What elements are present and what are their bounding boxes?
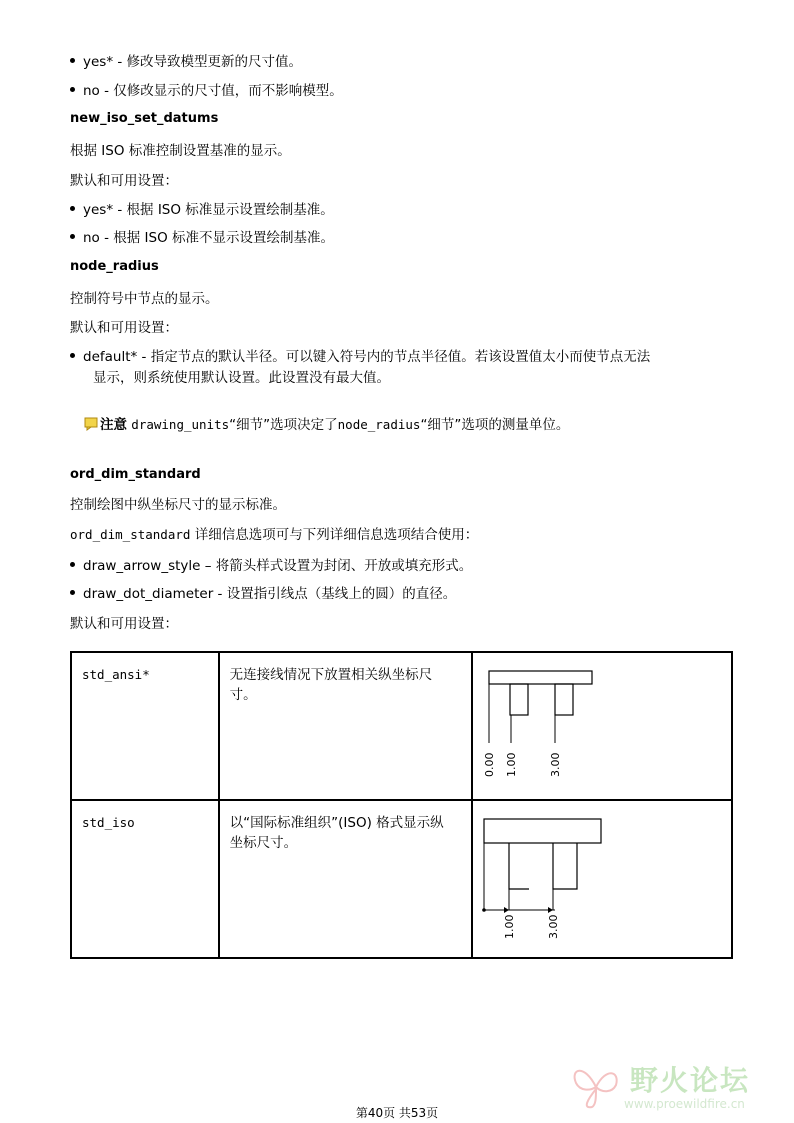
ordinate-label: 0.00 <box>483 752 496 777</box>
figure-step-rect <box>555 684 573 715</box>
defaults-label: 默认和可用设置： <box>70 616 178 632</box>
bullet-item: no - 根据 ISO 标准不显示设置绘制基准。 <box>70 226 334 246</box>
ordinate-label: 3.00 <box>549 752 562 777</box>
table-row <box>71 800 732 958</box>
detail-text: 详细信息选项可与下列详细信息选项结合使用： <box>194 527 479 543</box>
figure-step-outline <box>553 843 577 889</box>
table-row <box>71 652 732 800</box>
bullet-dot <box>70 87 75 92</box>
note-text: “细节”选项决定了 <box>229 417 338 433</box>
ordinate-label: 1.00 <box>505 752 518 777</box>
bullet-dot <box>70 353 75 358</box>
bullet-dot <box>70 234 75 239</box>
bullet-item: no - 仅修改显示的尺寸值，而不影响模型。 <box>70 79 343 99</box>
detail-line <box>70 523 478 543</box>
bullet-item: yes* - 修改导致模型更新的尺寸值。 <box>70 50 302 70</box>
table-cell-figure <box>472 652 732 800</box>
table-cell-figure <box>472 800 732 958</box>
table-cell-desc: 无连接线情况下放置相关纵坐标尺寸。 <box>219 652 472 800</box>
bullet-dot <box>70 58 75 63</box>
figure-step-outline <box>509 843 529 889</box>
note-code: drawing_units <box>131 417 230 432</box>
bullet-continuation: 显示，则系统使用默认设置。此设置没有最大值。 <box>93 370 390 386</box>
bullet-item: default* - 指定节点的默认半径。可以键入符号内的节点半径值。若该设置值太小而使节点无法 <box>70 345 650 365</box>
defaults-label: 默认和可用设置： <box>70 173 178 189</box>
ansi-ordinate-figure <box>473 653 731 795</box>
table-cell-value: std_ansi* <box>71 652 219 800</box>
arrow-head <box>548 907 553 913</box>
figure-step-rect <box>510 684 528 715</box>
note-line <box>84 413 569 433</box>
figure-part-rect <box>484 819 601 843</box>
ordinate-label: 3.00 <box>547 914 560 939</box>
note-text: “细节”选项的测量单位。 <box>420 417 570 433</box>
watermark-title: 野火论坛 <box>630 1064 751 1097</box>
section-heading: new_iso_set_datums <box>70 111 219 126</box>
section-heading: node_radius <box>70 259 159 274</box>
arrow-head <box>504 907 509 913</box>
section-heading: ord_dim_standard <box>70 467 201 482</box>
figure-part-rect <box>489 671 592 684</box>
section-description: 控制符号中节点的显示。 <box>70 291 219 307</box>
bullet-dot <box>70 562 75 567</box>
note-code: node_radius <box>337 417 421 432</box>
settings-table <box>70 651 733 959</box>
bullet-item: draw_dot_diameter - 设置指引线点（基线上的圆）的直径。 <box>70 582 456 602</box>
bullet-dot <box>70 206 75 211</box>
watermark-url: www.proewildfire.cn <box>624 1097 745 1111</box>
ordinate-label: 1.00 <box>503 914 516 939</box>
note-label: 注意 <box>100 417 127 433</box>
defaults-label: 默认和可用设置： <box>70 320 178 336</box>
page-footer: 第40页 共53页 <box>355 1106 439 1120</box>
section-description: 控制绘图中纵坐标尺寸的显示标准。 <box>70 497 286 513</box>
note-icon <box>84 417 100 431</box>
iso-ordinate-figure <box>473 801 731 953</box>
bullet-item: yes* - 根据 ISO 标准显示设置绘制基准。 <box>70 198 334 218</box>
table-cell-desc: 以“国际标准组织”(ISO) 格式显示纵坐标尺寸。 <box>219 800 472 958</box>
table-cell-value: std_iso <box>71 800 219 958</box>
leader-dot <box>482 908 486 912</box>
bullet-item: draw_arrow_style – 将箭头样式设置为封闭、开放或填充形式。 <box>70 554 472 574</box>
detail-code: ord_dim_standard <box>70 527 191 542</box>
section-description: 根据 ISO 标准控制设置基准的显示。 <box>70 143 291 159</box>
bullet-dot <box>70 590 75 595</box>
